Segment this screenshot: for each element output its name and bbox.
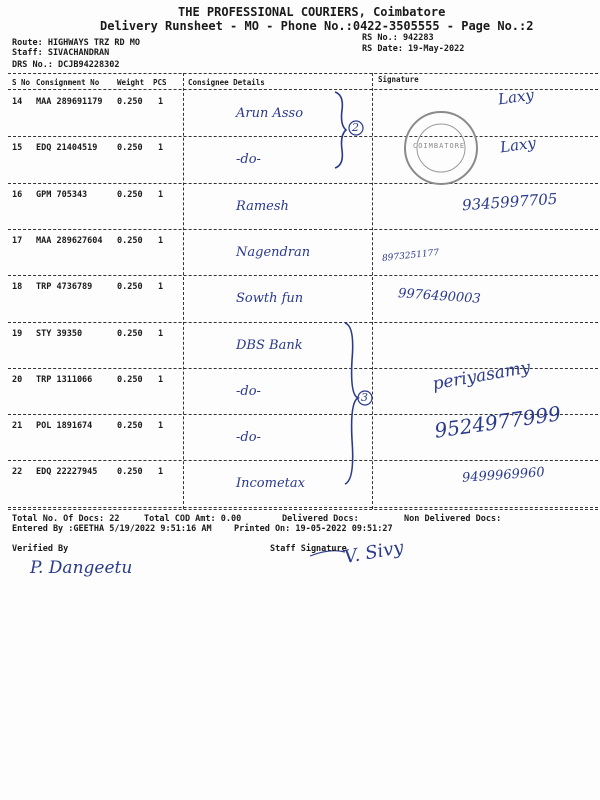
row-consignment: MAA 289691179	[36, 97, 103, 107]
company-title: THE PROFESSIONAL COURIERS, Coimbatore	[178, 5, 446, 19]
row-sno: 14	[12, 97, 23, 107]
col-header-sno: S No	[12, 78, 31, 87]
col-header-weight: Weight	[117, 78, 145, 87]
brace-group2	[345, 323, 358, 484]
stamp-text: COIMBATORE	[413, 142, 466, 150]
row-consignment: POL 1891674	[36, 421, 93, 432]
row-weight: 0.250	[117, 235, 143, 246]
row-pcs: 1	[158, 467, 164, 478]
row-pcs: 1	[158, 374, 164, 385]
col-header-pcs: PCS	[153, 78, 167, 87]
row-consignment: EDQ 21404519	[36, 143, 98, 154]
col-header-consignment: Consignment No	[36, 78, 100, 87]
row-weight: 0.250	[117, 282, 143, 293]
row-consignment: MAA 289627604	[36, 235, 103, 246]
brace-group1	[335, 92, 346, 168]
staff-signature-label: Staff Signature	[270, 544, 347, 554]
row-signature: 9976490003	[397, 286, 482, 308]
row-consignee: -do-	[236, 152, 261, 168]
brace-note-2: 3	[361, 391, 368, 404]
row-signature: 9345997705	[461, 189, 558, 214]
row-consignee: Incometax	[236, 476, 305, 492]
drs-number: DRS No.: DCJB94228302	[12, 60, 120, 70]
row-consignee: Sowth fun	[236, 291, 304, 307]
row-signature: Laxy	[496, 85, 535, 109]
row-pcs: 1	[158, 328, 164, 339]
row-pcs: 1	[158, 282, 164, 293]
col-header-consignee: Consignee Details	[188, 78, 265, 87]
rs-number: RS No.: 942283	[362, 33, 434, 43]
row-signature: 8973251177	[381, 247, 440, 264]
row-weight: 0.250	[117, 467, 143, 478]
row-weight: 0.250	[117, 97, 143, 107]
row-sno: 16	[12, 189, 23, 200]
row-pcs: 1	[158, 143, 164, 154]
row-consignment: GPM 705343	[36, 189, 88, 200]
entered-by: Entered By :GEETHA 5/19/2022 9:51:16 AM	[12, 524, 212, 534]
row-consignment: TRP 4736789	[36, 282, 93, 293]
row-signature: Laxy	[498, 133, 537, 157]
row-sno: 19	[12, 328, 23, 339]
row-consignee: Nagendran	[236, 244, 311, 260]
row-weight: 0.250	[117, 328, 143, 339]
total-docs: Total No. Of Docs: 22	[12, 514, 120, 524]
row-sno: 22	[12, 467, 23, 478]
row-signature: periyasamy	[431, 357, 532, 395]
row-pcs: 1	[158, 421, 164, 432]
row-weight: 0.250	[117, 143, 143, 154]
row-sno: 17	[12, 235, 23, 246]
row-pcs: 1	[158, 97, 164, 107]
row-consignment: EDQ 22227945	[36, 467, 98, 478]
row-signature: 9524977999	[432, 401, 563, 443]
delivered-docs: Delivered Docs:	[282, 514, 359, 524]
row-weight: 0.250	[117, 421, 143, 432]
total-cod: Total COD Amt: 0.00	[144, 514, 242, 524]
row-sno: 18	[12, 282, 23, 293]
non-delivered-docs: Non Delivered Docs:	[404, 514, 502, 524]
row-sno: 15	[12, 143, 23, 154]
row-sno: 21	[12, 421, 23, 432]
printed-on: Printed On: 19-05-2022 09:51:27	[234, 524, 393, 534]
rs-date: RS Date: 19-May-2022	[362, 44, 465, 54]
row-consignee: DBS Bank	[236, 337, 303, 353]
row-pcs: 1	[158, 189, 164, 200]
staff-label: Staff: SIVACHANDRAN	[12, 48, 110, 58]
row-consignee: Ramesh	[236, 198, 289, 214]
row-consignment: STY 39350	[36, 328, 83, 339]
staff-signature: V. Sivy	[342, 536, 406, 569]
verified-by-label: Verified By	[12, 544, 69, 554]
runsheet-title: Delivery Runsheet - MO - Phone No.:0422-3505555 - Page No.:2	[100, 19, 534, 33]
row-consignee: -do-	[236, 430, 261, 446]
brace-note-1: 2	[352, 121, 359, 134]
route-label: Route: HIGHWAYS TRZ RD MO	[12, 38, 140, 48]
verified-signature: P. Dangeetu	[30, 558, 133, 578]
row-signature: 9499969960	[461, 465, 546, 487]
row-weight: 0.250	[117, 189, 143, 200]
row-consignee: Arun Asso	[236, 106, 304, 121]
row-sno: 20	[12, 374, 23, 385]
row-consignment: TRP 1311066	[36, 374, 93, 385]
row-weight: 0.250	[117, 374, 143, 385]
row-pcs: 1	[158, 235, 164, 246]
row-consignee: -do-	[236, 383, 261, 399]
col-header-signature: Signature	[378, 75, 419, 84]
